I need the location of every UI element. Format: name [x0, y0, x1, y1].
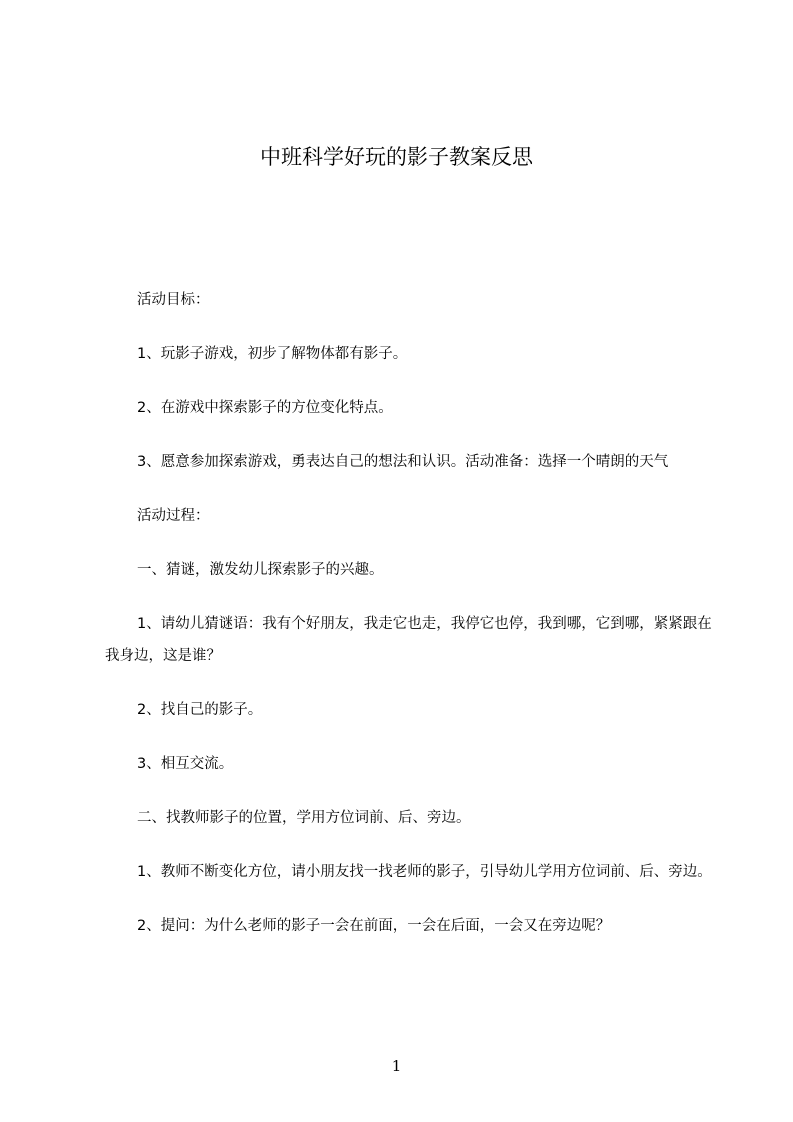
paragraph-goal-3: 3、愿意参加探索游戏，勇表达自己的想法和认识。活动准备：选择一个晴朗的天气: [137, 454, 669, 470]
paragraph-section-2: 二、找教师影子的位置，学用方位词前、后、旁边。: [137, 810, 471, 826]
paragraph-activity-goals: 活动目标：: [137, 292, 210, 308]
paragraph-goal-2: 2、在游戏中探索影子的方位变化特点。: [137, 400, 393, 416]
paragraph-goal-1: 1、玩影子游戏，初步了解物体都有影子。: [137, 346, 408, 362]
document-title: 中班科学好玩的影子教案反思: [260, 145, 533, 169]
paragraph-section-1: 一、猜谜，激发幼儿探索影子的兴趣。: [137, 562, 384, 578]
document-body: [105, 284, 715, 942]
paragraph-activity-process: 活动过程：: [137, 508, 210, 524]
paragraph-exchange: 3、相互交流。: [137, 756, 234, 772]
paragraph-riddle: 1、请幼儿猜谜语：我有个好朋友，我走它也走，我停它也停，我到哪，它到哪，紧紧跟在我身边，这是谁？: [105, 616, 712, 664]
paragraph-find-own-shadow: 2、找自己的影子。: [137, 702, 263, 718]
paragraph-teacher-shadow: 1、教师不断变化方位，请小朋友找一找老师的影子，引导幼儿学用方位词前、后、旁边。: [137, 864, 712, 880]
page-number: 1: [391, 1057, 402, 1075]
paragraph-question: 2、提问：为什么老师的影子一会在前面，一会在后面，一会又在旁边呢？: [137, 918, 611, 934]
